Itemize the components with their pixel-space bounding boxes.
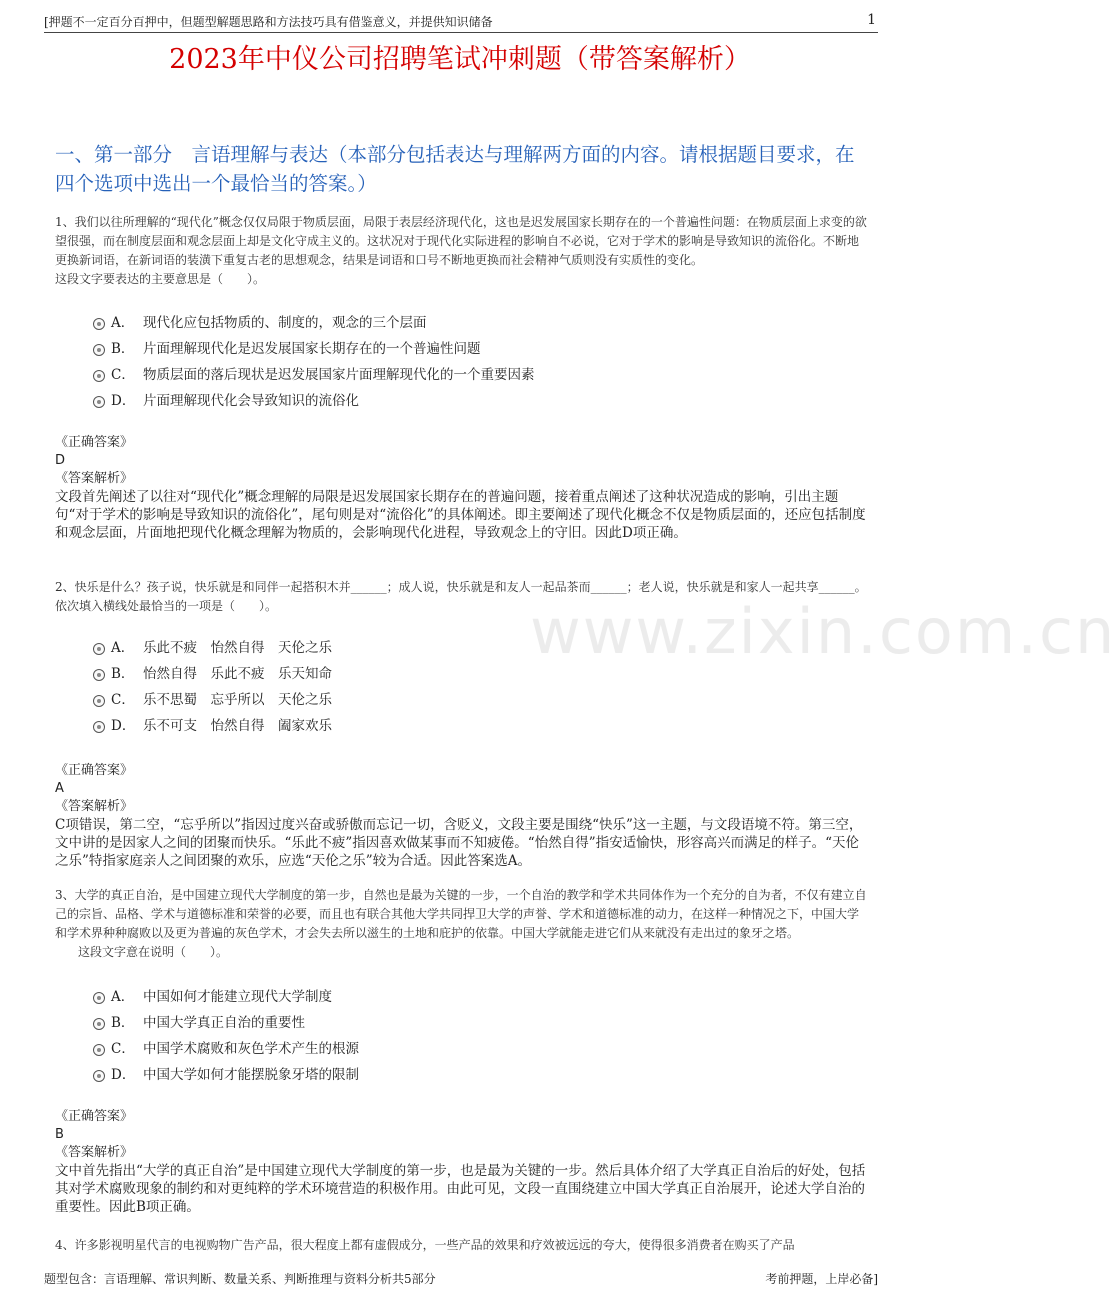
question-3-answer-block bbox=[55, 1108, 867, 1216]
radio-icon[interactable] bbox=[93, 643, 105, 655]
explanation-label: 《答案解析》 bbox=[55, 471, 134, 486]
option-label: B． bbox=[111, 1015, 135, 1031]
radio-icon[interactable] bbox=[93, 1044, 105, 1056]
option-b[interactable] bbox=[55, 661, 867, 687]
radio-icon[interactable] bbox=[93, 370, 105, 382]
question-1-options bbox=[55, 310, 867, 414]
question-stem: 1、我们以往所理解的“现代化”概念仅仅局限于物质层面，局限于表层经济现代化，这也是迟发展国家长期存在的一个普遍性问题：在物质层面上求变的欲望很强，而在制度层面和观念层面上却是文化守成主义的。这状况对于现代化实际进程的影响自不必说，它对于学术的影响是导致知识的流俗化。不断地更换新词语，在新词语的装潢下重复古老的思想观念，结果是词语和口号不断地更换而社会精神气质则没有实质性的变化。 bbox=[55, 215, 867, 267]
option-text: 中国大学真正自治的重要性 bbox=[143, 1015, 305, 1031]
correct-answer: D bbox=[55, 453, 66, 468]
page-header bbox=[44, 12, 878, 33]
option-text: 中国学术腐败和灰色学术产生的根源 bbox=[143, 1041, 359, 1057]
correct-answer-label: 《正确答案》 bbox=[55, 435, 134, 450]
question-stem: 3、大学的真正自治，是中国建立现代大学制度的第一步，自然也是最为关键的一步，一个自治的教学和学术共同体作为一个充分的自为者，不仅有建立自己的宗旨、品格、学术与道德标准和荣誉的必要，而且也有联合其他大学共同捍卫大学的声誉、学术和道德标准的动力，在这样一种情况之下，中国大学和学术界种种腐败以及更为普遍的灰色学术，才会失去所以滋生的土地和庇护的依靠。中国大学就能走进它们从来就没有走出过的象牙之塔。 bbox=[55, 888, 867, 940]
radio-icon[interactable] bbox=[93, 695, 105, 707]
option-b[interactable] bbox=[55, 1010, 867, 1036]
option-label: B． bbox=[111, 341, 135, 357]
option-text: 乐不思蜀 忘乎所以 天伦之乐 bbox=[143, 692, 332, 708]
option-label: D． bbox=[111, 1067, 136, 1083]
correct-answer-label: 《正确答案》 bbox=[55, 1109, 134, 1124]
option-a[interactable] bbox=[55, 635, 867, 661]
option-label: B． bbox=[111, 666, 135, 682]
correct-answer-label: 《正确答案》 bbox=[55, 763, 134, 778]
radio-icon[interactable] bbox=[93, 344, 105, 356]
watermark: www.zixin.com.cn bbox=[530, 595, 1116, 668]
radio-icon[interactable] bbox=[93, 721, 105, 733]
question-1-answer-block bbox=[55, 434, 867, 542]
option-d[interactable] bbox=[55, 1062, 867, 1088]
option-text: 现代化应包括物质的、制度的，观念的三个层面 bbox=[143, 315, 427, 331]
explanation-text: C项错误，第二空，“忘乎所以”指因过度兴奋或骄傲而忘记一切，含贬义，文段主要是围绕“快乐”这一主题，与文段语境不符。第三空，文中讲的是因家人之间的团聚而快乐。“乐此不疲”指因喜欢做某事而不知疲倦。“怡然自得”指安适愉快，形容高兴而满足的样子。“天伦之乐”特指家庭亲人之间团聚的欢乐，应选“天伦之乐”较为合适。因此答案选A。 bbox=[55, 817, 863, 869]
option-a[interactable] bbox=[55, 310, 867, 336]
option-a[interactable] bbox=[55, 984, 867, 1010]
question-prompt: 这段文字意在说明（ ）。 bbox=[78, 945, 229, 959]
section-heading: 一、第一部分 言语理解与表达（本部分包括表达与理解两方面的内容。请根据题目要求，在四个选项中选出一个最恰当的答案。） bbox=[55, 143, 855, 195]
option-text: 片面理解现代化会导致知识的流俗化 bbox=[143, 393, 359, 409]
radio-icon[interactable] bbox=[93, 669, 105, 681]
footer-left: 题型包含：言语理解、常识判断、数量关系、判断推理与资料分析共5部分 bbox=[44, 1272, 436, 1286]
question-4-stem-block bbox=[55, 1236, 867, 1255]
question-stem: 2、快乐是什么？孩子说，快乐就是和同伴一起搭积木并______；成人说，快乐就是和友人一起品茶而______；老人说，快乐就是和家人一起共享______。 bbox=[55, 580, 867, 594]
option-label: D． bbox=[111, 718, 136, 734]
option-d[interactable] bbox=[55, 713, 867, 739]
option-c[interactable] bbox=[55, 362, 867, 388]
question-1-stem-block bbox=[55, 213, 867, 289]
option-text: 乐不可支 怡然自得 阖家欢乐 bbox=[143, 718, 332, 734]
option-c[interactable] bbox=[55, 687, 867, 713]
option-label: C． bbox=[111, 367, 135, 383]
question-prompt: 依次填入横线处最恰当的一项是（ ）。 bbox=[55, 599, 278, 613]
option-label: D． bbox=[111, 393, 136, 409]
option-label: A． bbox=[111, 989, 135, 1005]
question-prompt: 这段文字要表达的主要意思是（ ）。 bbox=[55, 272, 266, 286]
question-stem: 4、许多影视明星代言的电视购物广告产品，很大程度上都有虚假成分，一些产品的效果和疗效被远远的夸大，使得很多消费者在购买了产品 bbox=[55, 1238, 795, 1252]
question-2-answer-block bbox=[55, 762, 867, 870]
option-label: C． bbox=[111, 692, 135, 708]
question-2-options bbox=[55, 635, 867, 739]
footer-right: 考前押题，上岸必备] bbox=[765, 1272, 878, 1286]
question-2-stem-block bbox=[55, 578, 867, 616]
correct-answer: A bbox=[55, 781, 64, 796]
question-3-options bbox=[55, 984, 867, 1088]
radio-icon[interactable] bbox=[93, 992, 105, 1004]
option-b[interactable] bbox=[55, 336, 867, 362]
explanation-label: 《答案解析》 bbox=[55, 1145, 134, 1160]
option-label: C． bbox=[111, 1041, 135, 1057]
question-3-stem-block bbox=[55, 886, 867, 962]
option-c[interactable] bbox=[55, 1036, 867, 1062]
option-label: A． bbox=[111, 315, 135, 331]
radio-icon[interactable] bbox=[93, 1070, 105, 1082]
option-text: 中国大学如何才能摆脱象牙塔的限制 bbox=[143, 1067, 359, 1083]
option-text: 片面理解现代化是迟发展国家长期存在的一个普遍性问题 bbox=[143, 341, 481, 357]
option-text: 物质层面的落后现状是迟发展国家片面理解现代化的一个重要因素 bbox=[143, 367, 535, 383]
explanation-text: 文段首先阐述了以往对“现代化”概念理解的局限是迟发展国家长期存在的普遍问题，接着重点阐述了这种状况造成的影响，引出主题句“对于学术的影响是导致知识的流俗化”，尾句则是对“流俗化”的具体阐述。即主要阐述了现代化概念不仅是物质层面的，还应包括制度和观念层面，片面地把现代化概念理解为物质的，会影响现代化进程，导致观念上的守旧。因此D项正确。 bbox=[55, 489, 866, 541]
page-footer bbox=[44, 1270, 878, 1288]
option-d[interactable] bbox=[55, 388, 867, 414]
option-text: 怡然自得 乐此不疲 乐天知命 bbox=[143, 666, 332, 682]
radio-icon[interactable] bbox=[93, 396, 105, 408]
option-label: A． bbox=[111, 640, 135, 656]
header-disclaimer: [押题不一定百分百押中，但题型解题思路和方法技巧具有借鉴意义，并提供知识储备 bbox=[44, 15, 493, 29]
document-title: 2023年中仪公司招聘笔试冲刺题（带答案解析） bbox=[169, 44, 751, 75]
radio-icon[interactable] bbox=[93, 1018, 105, 1030]
radio-icon[interactable] bbox=[93, 318, 105, 330]
correct-answer: B bbox=[55, 1127, 64, 1142]
page-number: 1 bbox=[867, 12, 876, 28]
option-text: 乐此不疲 怡然自得 天伦之乐 bbox=[143, 640, 332, 656]
option-text: 中国如何才能建立现代大学制度 bbox=[143, 989, 332, 1005]
explanation-text: 文中首先指出“大学的真正自治”是中国建立现代大学制度的第一步，也是最为关键的一步。然后具体介绍了大学真正自治后的好处，包括其对学术腐败现象的制约和对更纯粹的学术环境营造的积极作用。由此可见，文段一直围绕建立中国大学真正自治展开，论述大学自治的重要性。因此B项正确。 bbox=[55, 1163, 866, 1215]
explanation-label: 《答案解析》 bbox=[55, 799, 134, 814]
